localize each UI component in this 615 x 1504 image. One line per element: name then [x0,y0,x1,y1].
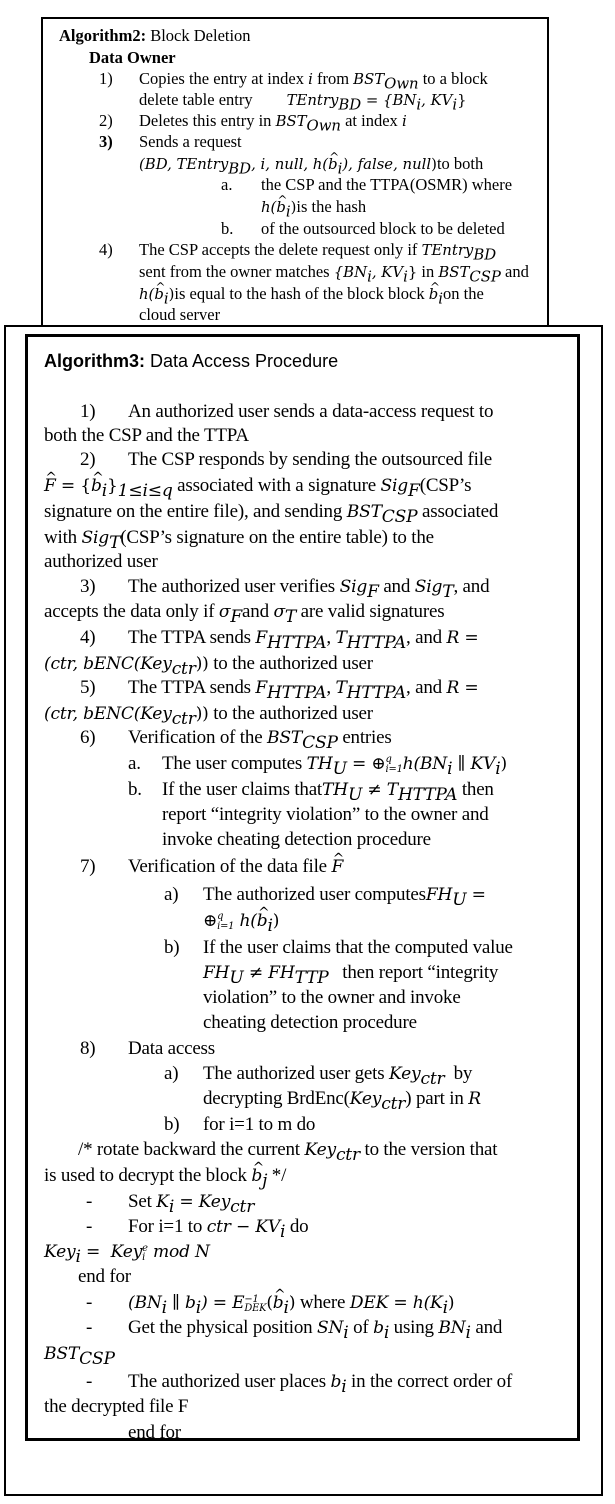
substep-b-line: of the outsourced block to be deleted [261,219,505,238]
decrypt-line: ($BN_i$ ∥ $b_i) = E$ −1 DEK (^ $b_i$) where DEK = $h(K_i)$ [128,1290,454,1316]
step-3-line-1: Sends a request [139,132,242,151]
step-number: 8) [80,1038,96,1059]
step-5-line-1: The TTPA sends $F_{HTTPA}$, $T_{HTTPA}$, and R = [128,677,479,703]
step-1-line-1: Copies the entry at index i from $BST_{Own}$ to a block [139,69,488,93]
step-number: 4) [80,627,96,648]
step-3-line-2: accepts the data only if $\sigma_Fand$ $\sigma_T$ are valid signatures [44,601,445,627]
step-7b-line-1: If the user claims that the computed value [203,937,513,958]
data-owner-heading: Data Owner [89,48,176,67]
step-number: 4) [99,240,113,259]
step-7a-line-1: The authorized user computesFH$_U$ = [203,884,486,910]
step-7b-line-4: cheating detection procedure [203,1012,417,1033]
step-5-line-2: (ctr, bENC(Key$_{ctr}$)) to the authorized user [44,703,373,729]
step-number: 7) [80,856,96,877]
step-number: 3) [80,576,96,597]
step-2-line-5: authorized user [44,551,158,572]
step-1-line-2: delete table entry TEntry$_{BD}$ = {$BN_i$, $KV_i$} [139,90,467,114]
step-4-line-3: h(^ $b_i)is$ equal to the hash of the block block ^ $b_ion$ the [139,283,484,305]
substep-label: a) [164,1063,179,1084]
position-line-2: $BST_{CSP}$ [44,1344,115,1369]
substep-label: b. [221,219,234,238]
step-number: 2) [99,111,113,130]
set-k-line: Set $K_i = Key_{ctr}$ [128,1191,255,1217]
step-6b-line-2: report “integrity violation” to the owner and [162,804,489,825]
placement-line-1: The authorized user places $b_i$ in the correct order of [128,1371,513,1397]
step-1-line-1: An authorized user sends a data-access request to [128,401,494,422]
substep-label: b) [164,1114,180,1135]
end-for-line: end for [78,1266,131,1287]
bullet-dash: - [86,1191,93,1212]
step-number: 1) [99,69,113,88]
step-1-line-2: both the CSP and the TTPA [44,425,249,446]
algorithm3-title: Algorithm3: Data Access Procedure [44,351,339,371]
step-number: 5) [80,677,96,698]
step-4-line-2: (ctr, bENC(Key$_{ctr}$)) to the authorized user [44,653,373,679]
step-6b-line-1: If the user claims thatTH$_U$ ≠ $T_{HTTPA}$ then [162,779,494,805]
step-8b-line: for i=1 to m do [203,1114,316,1135]
step-2-line-2: ^ F = {^ $b_i\}_{1\le i\le q}$ associated with a signature Sig$_F$(CSP’s [44,473,471,499]
step-number: 6) [80,727,96,748]
comment-line-1: /* rotate backward the current Key$_{ctr}$ to the version that [78,1139,498,1165]
step-4-line-1: The CSP accepts the delete request only if TEntry$_{BD}$ [139,240,497,264]
end-for-clipped: end for [128,1422,181,1441]
step-number: 3) [99,132,113,151]
substep-a-line-2: h(^ $b_i)is$ the hash [261,196,366,218]
bullet-dash: - [86,1292,93,1313]
step-2-line-3: signature on the entire file), and sending $BST_{CSP}$ associated [44,501,499,527]
comment-line-2: is used to decrypt the block ^ $b_j$ */ [44,1163,286,1189]
step-2-line-4: with Sig$_T$(CSP’s signature on the entire table) to the [44,527,434,553]
algorithm2-box [41,17,549,339]
algorithm2-title: Algorithm2: Block Deletion [59,26,251,45]
step-6a-line: The user computes $TH_U$ = ⊕ q i=1 $h(BN_i$ ∥ $KV_i$) [162,753,507,779]
step-8a-line-2: decrypting BrdEnc(Key$_{ctr}$) part in R [203,1088,481,1114]
step-7-line-1: Verification of the data file ^ F [128,854,343,880]
step-number: 1) [80,401,96,422]
step-4-line-4: cloud server [139,305,221,324]
bullet-dash: - [86,1371,93,1392]
bullet-dash: - [86,1317,93,1338]
step-7a-line-2: ⊕ q i=1 h(^ $b_i$) [203,908,279,934]
step-3-line-2: (BD, TEntry$_{BD}$, i, null, h(^ $b_i$), false, null)to both [139,153,483,175]
step-3-line-1: The authorized user verifies Sig$_F$ and Sig$_T$, and [128,576,490,602]
step-2-line-1: The CSP responds by sending the outsourced file [128,449,493,470]
position-line-1: Get the physical position $SN_i$ of $b_i$ using $BN_i$ and [128,1317,503,1343]
step-4-line-1: The TTPA sends $F_{HTTPA}$, $T_{HTTPA}$, and R = [128,627,479,653]
substep-label: b. [128,779,142,800]
step-number: 2) [80,449,96,470]
substep-label: a) [164,884,179,905]
step-7b-line-2: $FH_U \ne FH_{TTP}$ then report “integrity [203,962,499,988]
step-6-line-1: Verification of the $BST_{CSP}$ entries [128,727,392,753]
substep-label: b) [164,937,180,958]
step-7b-line-3: violation” to the owner and invoke [203,987,461,1008]
step-8a-line-1: The authorized user gets Key$_{ctr}$ by [203,1063,473,1089]
step-6b-line-3: invoke cheating detection procedure [162,829,431,850]
bullet-dash: - [86,1216,93,1237]
step-2-line: Deletes this entry in $BST_{Own}$ at index i [139,111,407,135]
placement-line-2: the decrypted file F [44,1396,189,1417]
step-4-line-2: sent from the owner matches {$BN_i$, $KV_i$} in $BST_{CSP}$ and [139,262,529,286]
for-loop-line: For i=1 to ctr − $KV_i$ do [128,1216,309,1242]
step-8-line-1: Data access [128,1038,215,1059]
substep-label: a. [128,753,141,774]
substep-a-line-1: the CSP and the TTPA(OSMR) where [261,175,513,194]
algorithm3-box [25,334,580,1441]
substep-label: a. [221,175,233,194]
key-update-line: Key$_i$ = Key e i mod N [44,1242,210,1267]
